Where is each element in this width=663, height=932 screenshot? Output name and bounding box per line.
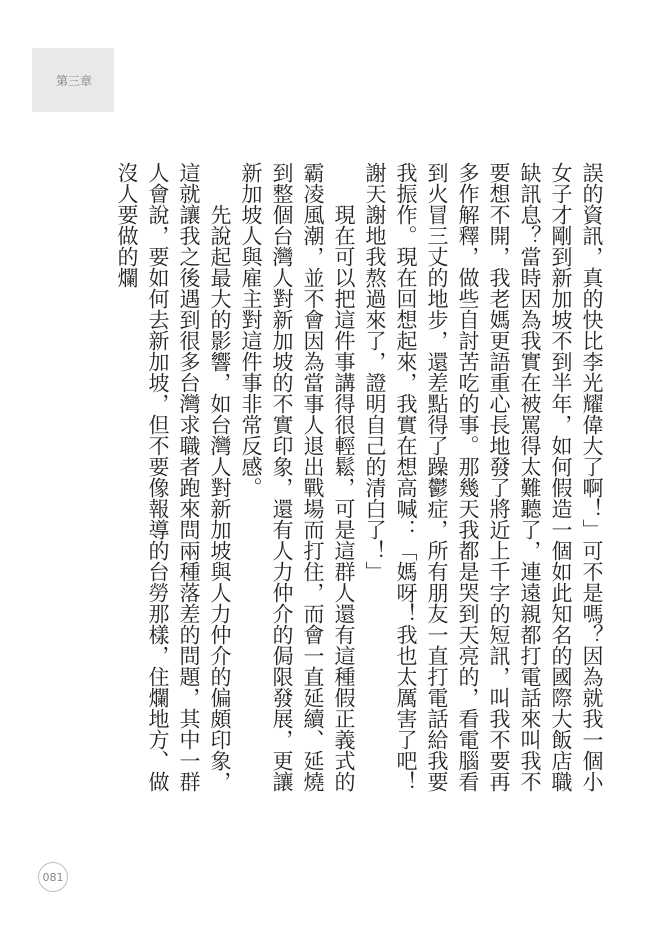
paragraph: 現在可以把這件事講得很輕鬆，可是這群人還有這種假正義式的霸凌風潮，並不會因為當事人退出戰場而打住，而會一直延續、延燒到整個台灣人對新加坡的不實印象，還有人力仲介的侷限發展，更讓新加坡人與雇主對這件事非常反感。 — [239, 162, 356, 792]
paragraph: 先說起最大的影響，如台灣人對新加坡與人力仲介的偏頗印象，這就讓我之後遇到很多台灣求職者跑來問兩種落差的問題，其中一群人會說，要如何去新加坡，但不要像報導的台勞那樣，住爛地方、做沒人要做的爛 — [115, 162, 232, 792]
paragraph: 誤的資訊，真的快比李光耀偉大了啊！」可不是嗎？因為就我一個小女子才剛到新加坡不到半年，如何假造一個如此知名的國際大飯店職缺訊息？當時因為我實在被罵得太難聽了，連遠親都打電話來叫我不要想不開，我老媽更語重心長地發了將近上千字的短訊，叫我不要再多作解釋，做些自討苦吃的事。那幾天我都是哭到天亮的，看電腦看到火冒三丈的地步，還差點得了躁鬱症，所有朋友一直打電話給我要我振作。現在回想起來，我實在想高喊：「媽呀！我也太厲害了吧！謝天謝地我熬過來了，證明自己的清白了！」 — [363, 162, 604, 792]
page-number: 081 — [38, 862, 68, 892]
chapter-label: 第三章 — [56, 74, 93, 88]
chapter-tab — [32, 48, 114, 112]
body-text — [87, 162, 607, 812]
